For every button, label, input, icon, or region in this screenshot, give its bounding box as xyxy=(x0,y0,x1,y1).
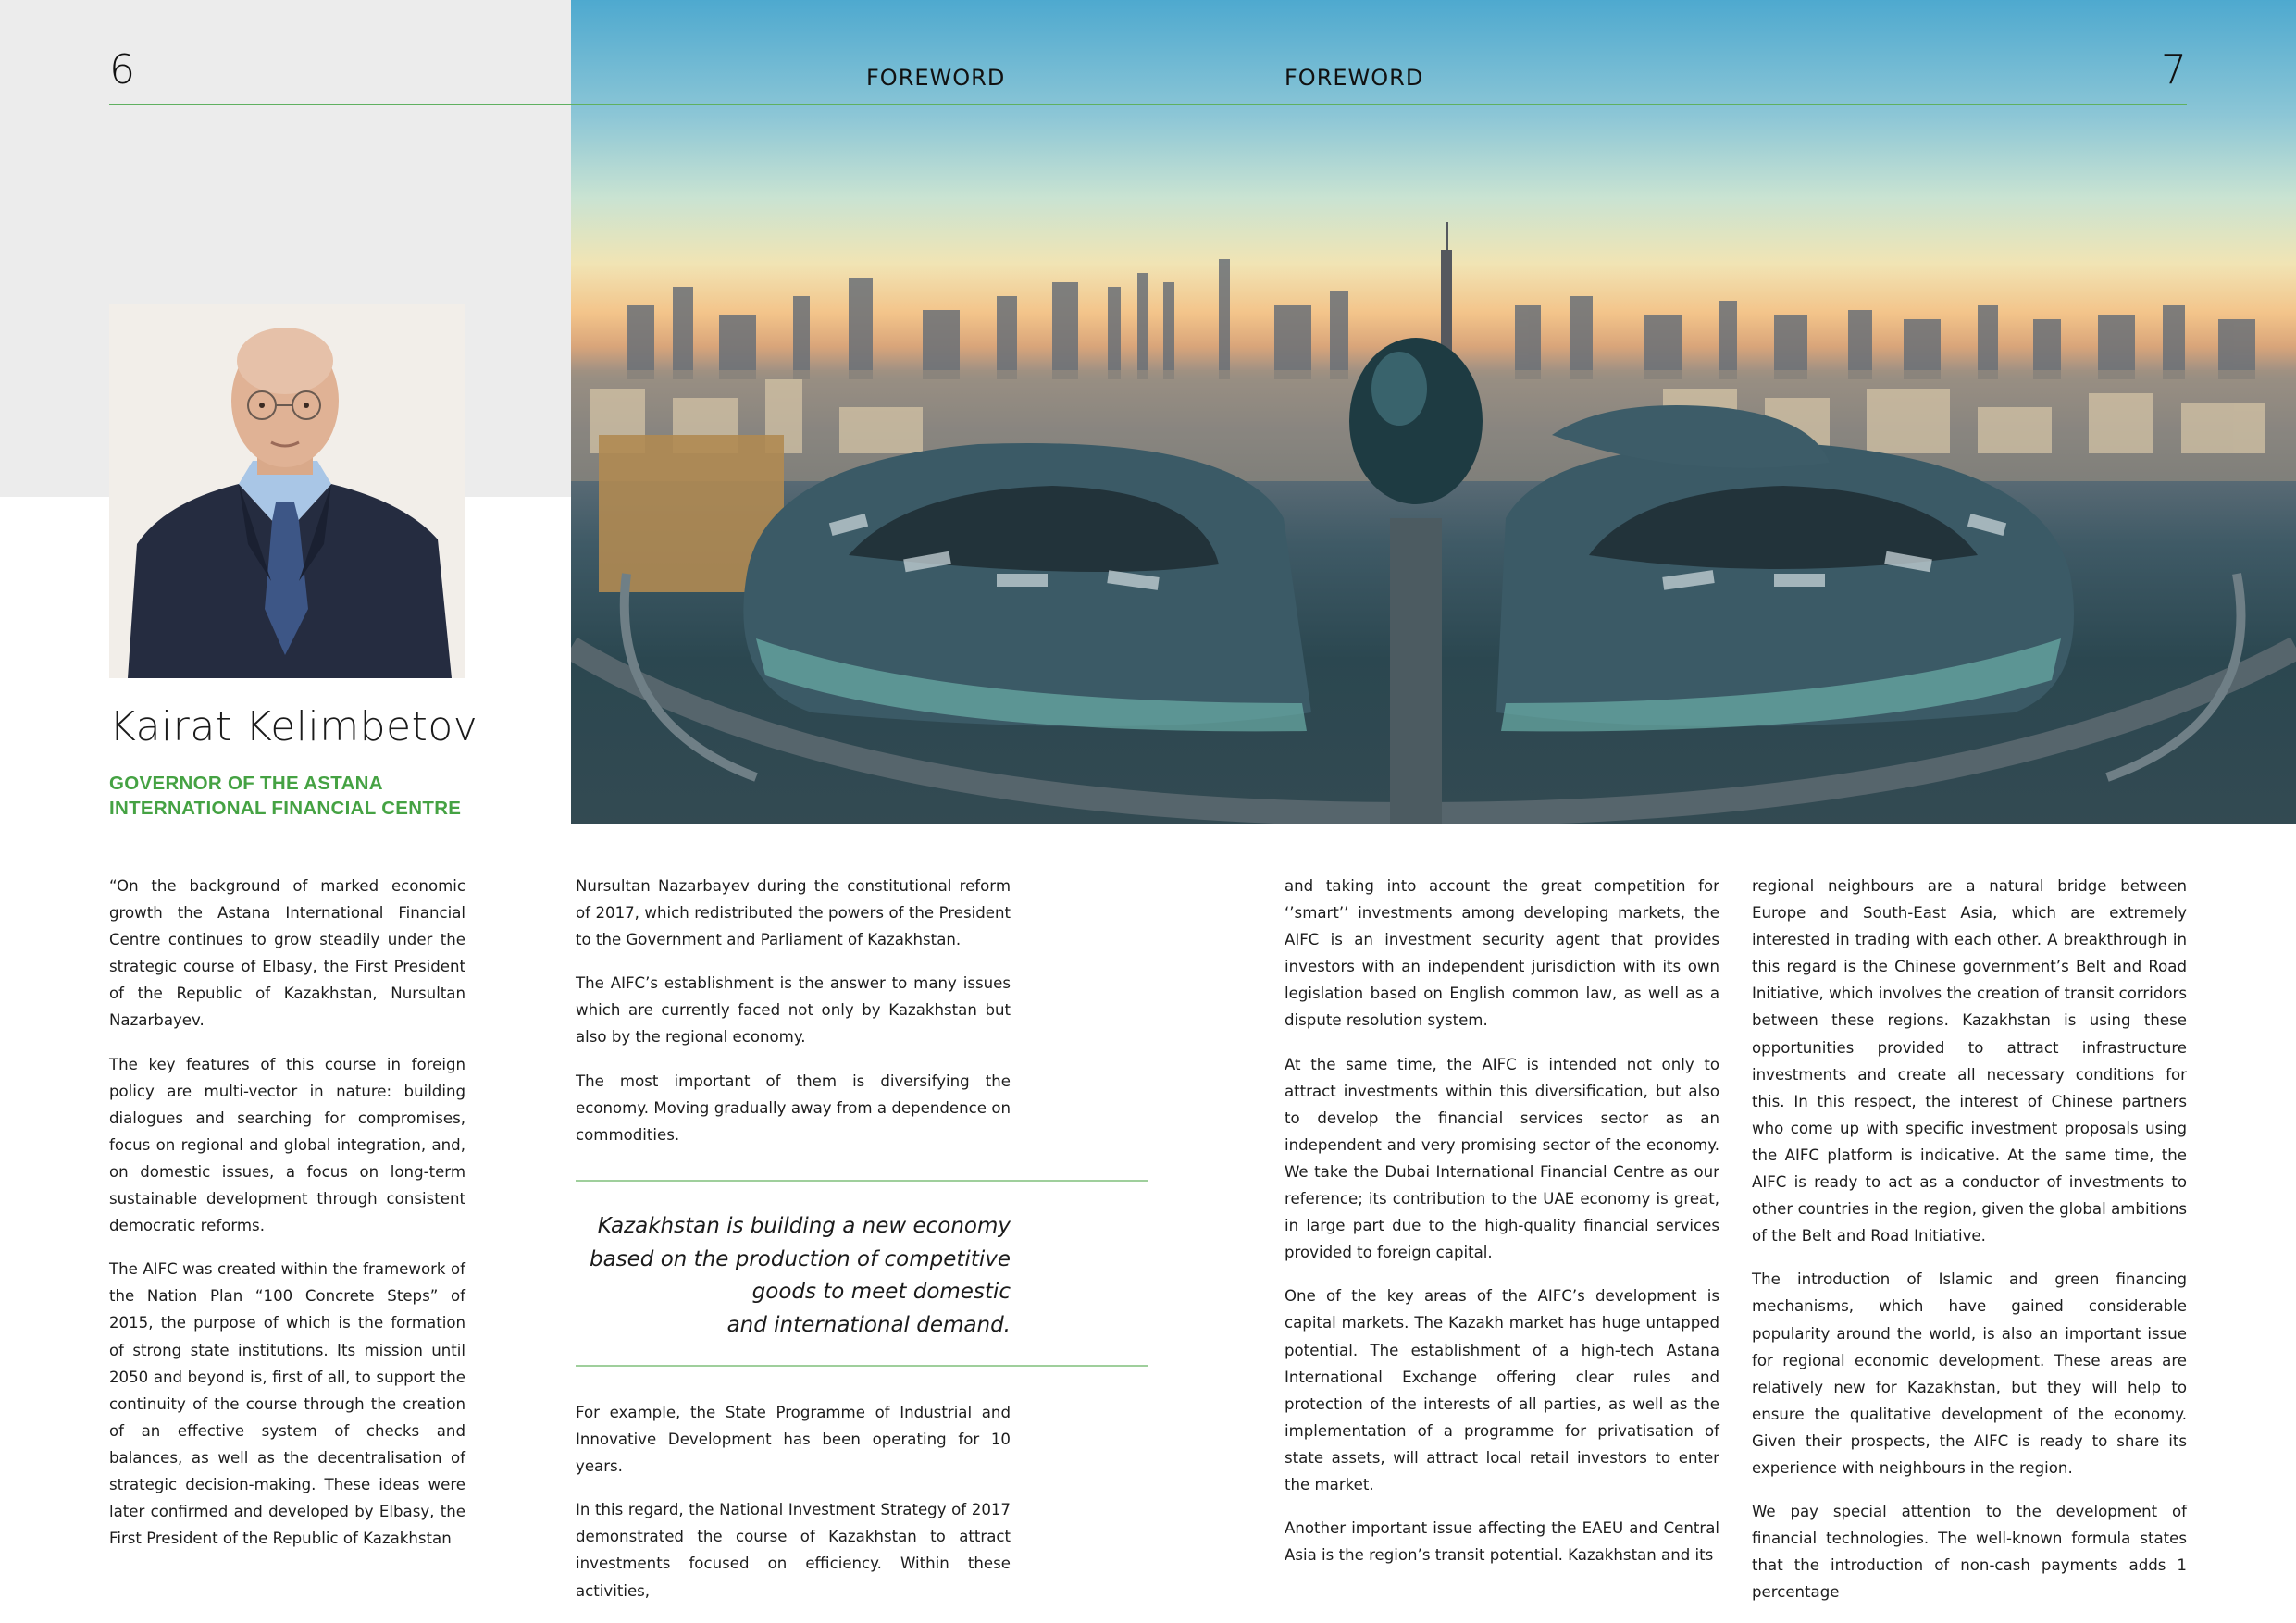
city-aerial-photo xyxy=(571,0,2296,824)
running-head-left: FOREWORD xyxy=(866,65,1006,91)
pull-quote-line: based on the production of competitive xyxy=(589,1246,1011,1271)
paragraph: The key features of this course in foreign policy are multi-vector in nature: building dialogues and searching for compromises, focus on regional and global integration, and, on domestic issues, a focus on long-term sustainable development through consistent democratic reforms. xyxy=(109,1055,465,1235)
paragraph: We pay special attention to the development of financial technologies. The well-known formula states that the introduction of non-cash payments adds 1 percentage xyxy=(1752,1503,2187,1602)
text-column-4 xyxy=(1752,873,2187,1622)
pull-quote-line: goods to meet domestic xyxy=(751,1280,1011,1304)
paragraph: At the same time, the AIFC is intended not only to attract investments within this diversification, but also to develop the financial services sector as an independent and very promising sector of the economy. We take the Dubai International Financial Centre as our reference; its contribution to the UAE economy is great, in large part due to the high-quality financial services provided to foreign capital. xyxy=(1285,1055,1719,1262)
paragraph: and taking into account the great competition for ‘’smart’’ investments among developing markets, the AIFC is an investment security agent that provides investors with an independent jurisdiction with its own legislation based on English common law, as well as a dispute resolution system. xyxy=(1285,877,1719,1030)
paragraph: In this regard, the National Investment Strategy of 2017 demonstrated the course of Kazakhstan to attract investments focused on efficiency. Within these activities, xyxy=(576,1501,1011,1600)
pull-quote-rule-top xyxy=(576,1180,1148,1182)
paragraph: “On the background of marked economic growth the Astana International Financial Centre continues to grow steadily under the strategic course of Elbasy, the First President of the Republic of Kazakhstan, Nursultan Nazarbayev. xyxy=(109,877,465,1030)
paragraph: The most important of them is diversifying the economy. Moving gradually away from a dependence on commodities. xyxy=(576,1072,1011,1144)
pull-quote-rule-bottom xyxy=(576,1365,1148,1367)
city-illustration xyxy=(571,0,2296,824)
person-title-line-2: INTERNATIONAL FINANCIAL CENTRE xyxy=(109,798,462,819)
page-number-right: 7 xyxy=(2161,46,2187,93)
paragraph: regional neighbours are a natural bridge between Europe and South-East Asia, which are extremely interested in trading with each other. A breakthrough in this regard is the Chinese government’s Belt and Road Initiative, which involves the creation of transit corridors between these regions. Kazakhstan is using these opportunities provided to attract infrastructure investments and create all necessary conditions for this. In this respect, the interest of Chinese partners who come up with specific investment proposals using the AIFC platform is indicative. At the same time, the AIFC is ready to act as a conductor of investments to other countries in the region, given the global ambitions of the Belt and Road Initiative. xyxy=(1752,877,2187,1245)
text-column-1 xyxy=(109,873,465,1568)
pull-quote xyxy=(576,1210,1011,1342)
person-title xyxy=(109,771,553,821)
portrait-illustration xyxy=(109,304,465,678)
pull-quote-line: and international demand. xyxy=(726,1312,1011,1337)
paragraph: The AIFC was created within the framework of the Nation Plan “100 Concrete Steps” of 2015, the purpose of which is the formation of strong state institutions. Its mission until 2050 and beyond is, first of all, to support the continuity of the course through the creation of an effective system of checks and balances, as well as the decentralisation of strategic decision-making. These ideas were later confirmed and developed by Elbasy, the First President of the Republic of Kazakhstan xyxy=(109,1260,465,1548)
page-number-left: 6 xyxy=(109,46,135,93)
portrait-photo xyxy=(109,304,465,678)
paragraph: The AIFC’s establishment is the answer to many issues which are currently faced not only by Kazakhstan but also by the regional economy. xyxy=(576,974,1011,1047)
paragraph: The introduction of Islamic and green financing mechanisms, which have gained considerable popularity around the world, is also an important issue for regional economic development. These areas are relatively new for Kazakhstan, but they will help to ensure the qualitative development of the economy. Given their prospects, the AIFC is ready to share its experience with neighbours in the region. xyxy=(1752,1270,2187,1477)
running-head-right: FOREWORD xyxy=(1285,65,1424,91)
person-name: Kairat Kelimbetov xyxy=(109,703,478,750)
text-column-2-top xyxy=(576,873,1011,1165)
paragraph: One of the key areas of the AIFC’s development is capital markets. The Kazakh market has huge untapped potential. The establishment of a high-tech Astana International Exchange offering clear rules and protection of the interests of all parties, as well as the implementation of a programme for privatisation of state assets, will attract local retail investors to enter the market. xyxy=(1285,1287,1719,1493)
paragraph: Nursultan Nazarbayev during the constitutional reform of 2017, which redistributed the powers of the President to the Government and Parliament of Kazakhstan. xyxy=(576,877,1011,949)
paragraph: For example, the State Programme of Industrial and Innovative Development has been operating for 10 years. xyxy=(576,1404,1011,1476)
person-title-line-1: GOVERNOR OF THE ASTANA xyxy=(109,773,383,794)
pull-quote-line: Kazakhstan is building a new economy xyxy=(597,1214,1011,1238)
text-column-2-bottom xyxy=(576,1399,1011,1621)
text-column-3 xyxy=(1285,873,1719,1585)
paragraph: Another important issue affecting the EAEU and Central Asia is the region’s transit potential. Kazakhstan and its xyxy=(1285,1519,1719,1565)
header-rule xyxy=(109,104,2187,105)
